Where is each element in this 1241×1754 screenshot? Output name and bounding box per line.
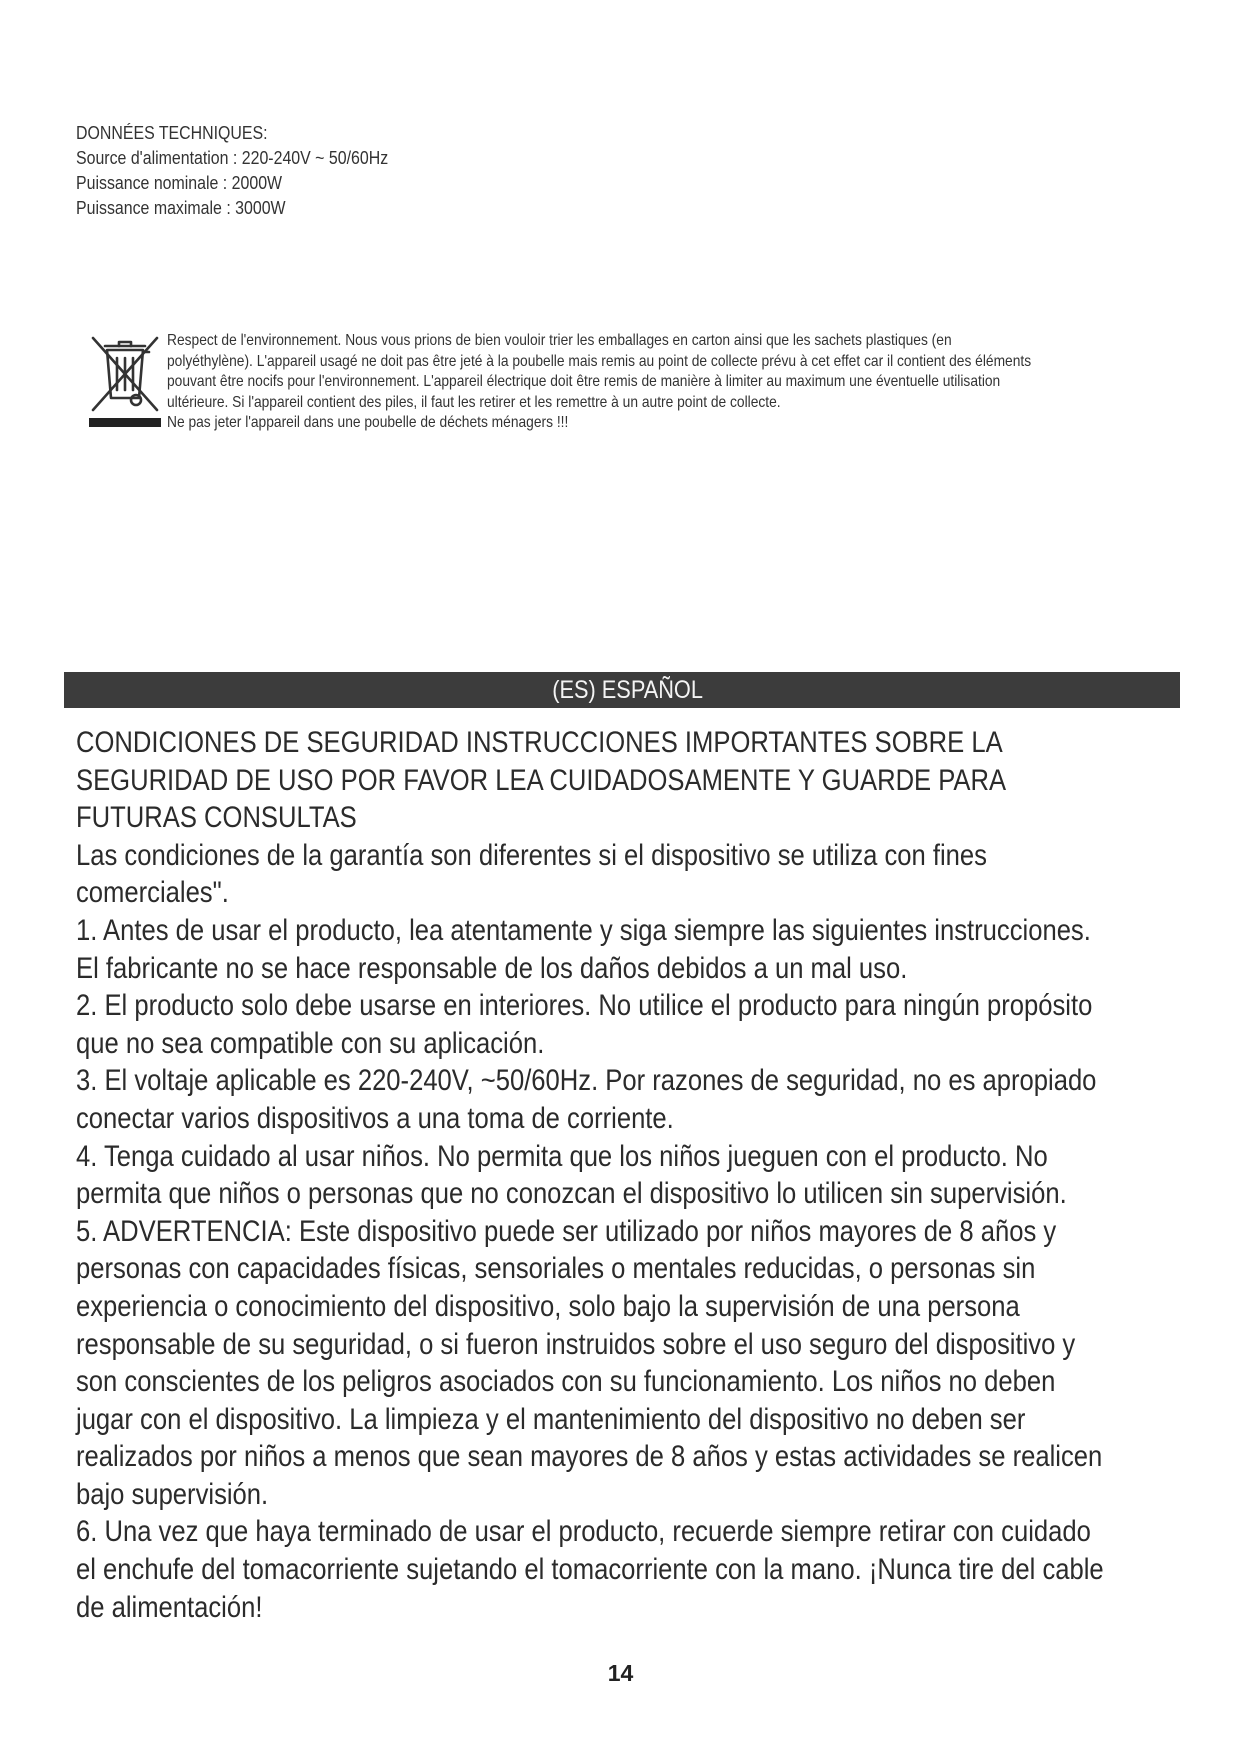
technical-data (76, 120, 388, 220)
text-line: conectar varios dispositivos a una toma de corriente. (76, 1101, 674, 1135)
env-line: Ne pas jeter l'appareil dans une poubelle de déchets ménagers !!! (167, 414, 569, 431)
power-source: Source d'alimentation : 220-240V ~ 50/60Hz (76, 147, 389, 168)
text-line: realizados por niños a menos que sean mayores de 8 años y estas actividades se realicen (76, 1440, 1103, 1474)
text-line: bajo supervisión. (76, 1477, 269, 1511)
max-power: Puissance maximale : 3000W (76, 197, 286, 218)
crossed-out-wheelie-bin-icon (87, 330, 163, 430)
env-line: pouvant être nocifs pour l'environnement. L'appareil électrique doit être remis de manière à limiter au maximum une éventuelle utilisation (167, 373, 1001, 390)
page-number: 14 (607, 1660, 634, 1686)
text-line: responsable de su seguridad, o si fueron instruidos sobre el uso seguro del dispositivo y (76, 1327, 1076, 1361)
env-line: Respect de l'environnement. Nous vous prions de bien vouloir trier les emballages en carton ainsi que les sachets plastiques (en (167, 332, 952, 349)
text-line: CONDICIONES DE SEGURIDAD INSTRUCCIONES IMPORTANTES SOBRE LA (76, 726, 1003, 759)
nominal-power: Puissance nominale : 2000W (76, 172, 283, 193)
text-line: SEGURIDAD DE USO POR FAVOR LEA CUIDADOSAMENTE Y GUARDE PARA (76, 763, 1007, 797)
technical-heading: DONNÉES TECHNIQUES: (76, 122, 268, 143)
text-line: que no sea compatible con su aplicación. (76, 1026, 545, 1060)
spanish-safety-text (76, 724, 1135, 1626)
text-line: 6. Una vez que haya terminado de usar el producto, recuerde siempre retirar con cuidado (76, 1515, 1091, 1549)
env-line: polyéthylène). L'appareil usagé ne doit pas être jeté à la poubelle mais remis au point de collecte prévu à cet effet car il contient des éléments (167, 352, 1032, 370)
text-line: de alimentación! (76, 1590, 263, 1624)
text-line: personas con capacidades físicas, sensoriales o mentales reducidas, o personas sin (76, 1252, 1036, 1286)
text-line: el enchufe del tomacorriente sujetando el tomacorriente con la mano. ¡Nunca tire del cable (76, 1553, 1104, 1587)
environment-notice (167, 331, 1193, 434)
text-line: 4. Tenga cuidado al usar niños. No permita que los niños jueguen con el producto. No (76, 1139, 1048, 1173)
text-line: jugar con el dispositivo. La limpieza y el mantenimiento del dispositivo no deben ser (76, 1402, 1026, 1436)
text-line: El fabricante no se hace responsable de los daños debidos a un mal uso. (76, 951, 908, 985)
text-line: comerciales". (76, 876, 229, 910)
section-title: (ES) ESPAÑOL (552, 675, 704, 704)
text-line: FUTURAS CONSULTAS (76, 801, 357, 835)
text-line: 3. El voltaje aplicable es 220-240V, ~50/60Hz. Por razones de seguridad, no es apropiado (76, 1064, 1097, 1098)
text-line: Las condiciones de la garantía son diferentes si el dispositivo se utiliza con fines (76, 838, 987, 872)
text-line: permita que niños o personas que no conozcan el dispositivo lo utilicen sin supervisión. (76, 1177, 1067, 1211)
env-line: ultérieure. Si l'appareil contient des piles, il faut les retirer et les remettre à un autre point de collecte. (167, 393, 781, 411)
language-section-bar (64, 672, 1180, 708)
text-line: 1. Antes de usar el producto, lea atentamente y siga siempre las siguientes instrucciones. (76, 913, 1091, 947)
text-line: 2. El producto solo debe usarse en interiores. No utilice el producto para ningún propósito (76, 989, 1093, 1023)
text-line: experiencia o conocimiento del dispositivo, solo bajo la supervisión de una persona (76, 1289, 1020, 1323)
text-line: 5. ADVERTENCIA: Este dispositivo puede ser utilizado por niños mayores de 8 años y (76, 1214, 1057, 1248)
text-line: son conscientes de los peligros asociados con su funcionamiento. Los niños no deben (76, 1365, 1056, 1399)
